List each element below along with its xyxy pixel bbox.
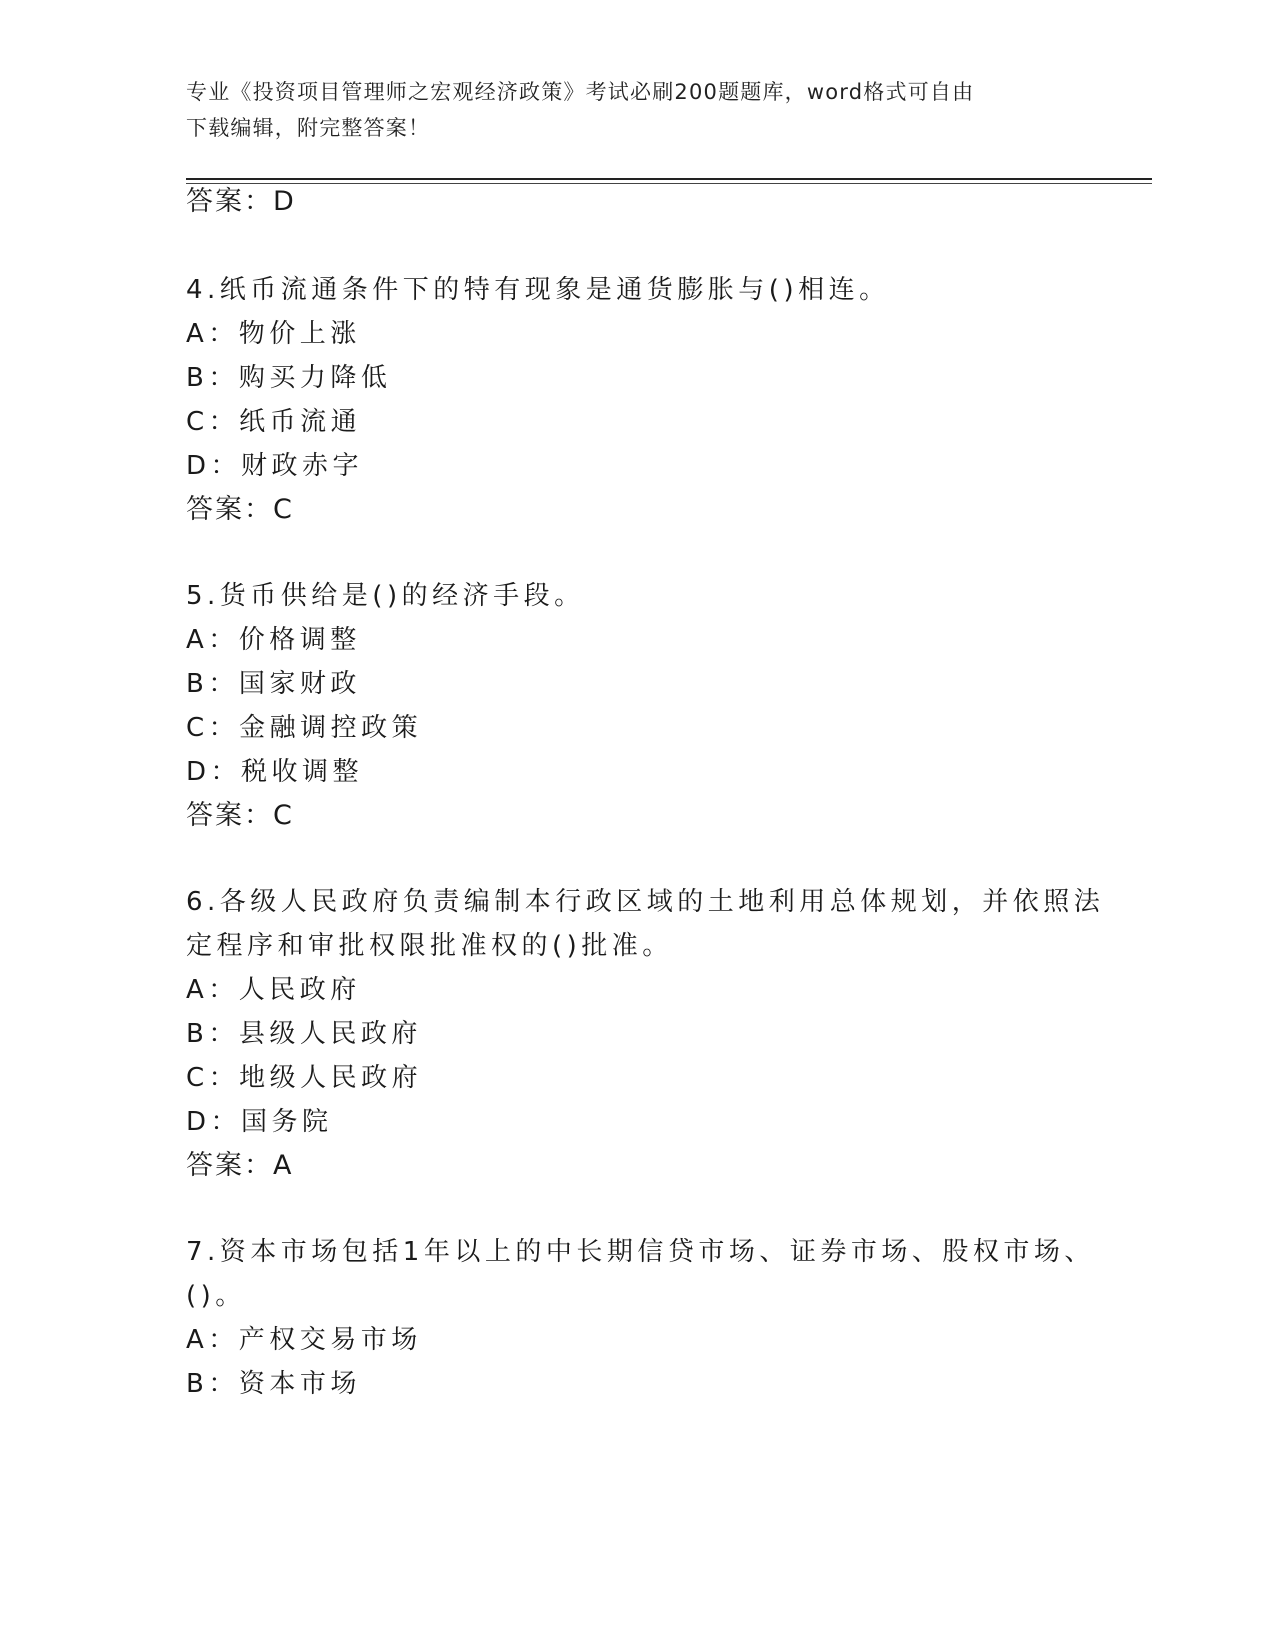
question-5-option-d: D：税收调整	[186, 757, 364, 787]
question-6-option-b: B：县级人民政府	[186, 1019, 422, 1049]
header-divider-thin	[186, 183, 1152, 184]
question-6-option-d: D：国务院	[186, 1107, 333, 1137]
question-6-option-a: A：人民政府	[186, 975, 361, 1005]
question-7-option-a: A：产权交易市场	[186, 1325, 422, 1355]
question-4-stem: 4.纸币流通条件下的特有现象是通货膨胀与()相连。	[186, 275, 890, 305]
question-4-option-a: A：物价上涨	[186, 319, 361, 349]
question-5-answer: 答案：C	[186, 800, 294, 831]
question-4-option-b: B：购买力降低	[186, 363, 392, 393]
question-7-stem-line-1: 7.资本市场包括1年以上的中长期信贷市场、证券市场、股权市场、	[186, 1237, 1095, 1267]
question-7-option-b: B：资本市场	[186, 1369, 361, 1399]
question-6-answer: 答案：A	[186, 1150, 294, 1181]
question-5-stem: 5.货币供给是()的经济手段。	[186, 581, 585, 611]
question-5-option-c: C：金融调控政策	[186, 713, 423, 743]
question-4-answer: 答案：C	[186, 494, 294, 525]
header-line-1: 专业《投资项目管理师之宏观经济政策》考试必刷200题题库，word格式可自由	[186, 80, 975, 104]
document-header	[186, 74, 1066, 146]
question-4-option-c: C：纸币流通	[186, 407, 362, 437]
question-5-option-b: B：国家财政	[186, 669, 361, 699]
question-5-option-a: A：价格调整	[186, 625, 361, 655]
question-6-stem-line-1: 6.各级人民政府负责编制本行政区域的土地利用总体规划，并依照法	[186, 887, 1105, 917]
question-4-option-d: D：财政赤字	[186, 451, 364, 481]
header-divider	[186, 178, 1152, 180]
header-line-2: 下载编辑，附完整答案！	[186, 116, 431, 140]
question-6-option-c: C：地级人民政府	[186, 1063, 423, 1093]
question-6-stem-line-2: 定程序和审批权限批准权的()批准。	[186, 931, 673, 961]
question-7-stem-line-2: ()。	[186, 1281, 246, 1311]
answer-prev: 答案：D	[186, 186, 296, 217]
